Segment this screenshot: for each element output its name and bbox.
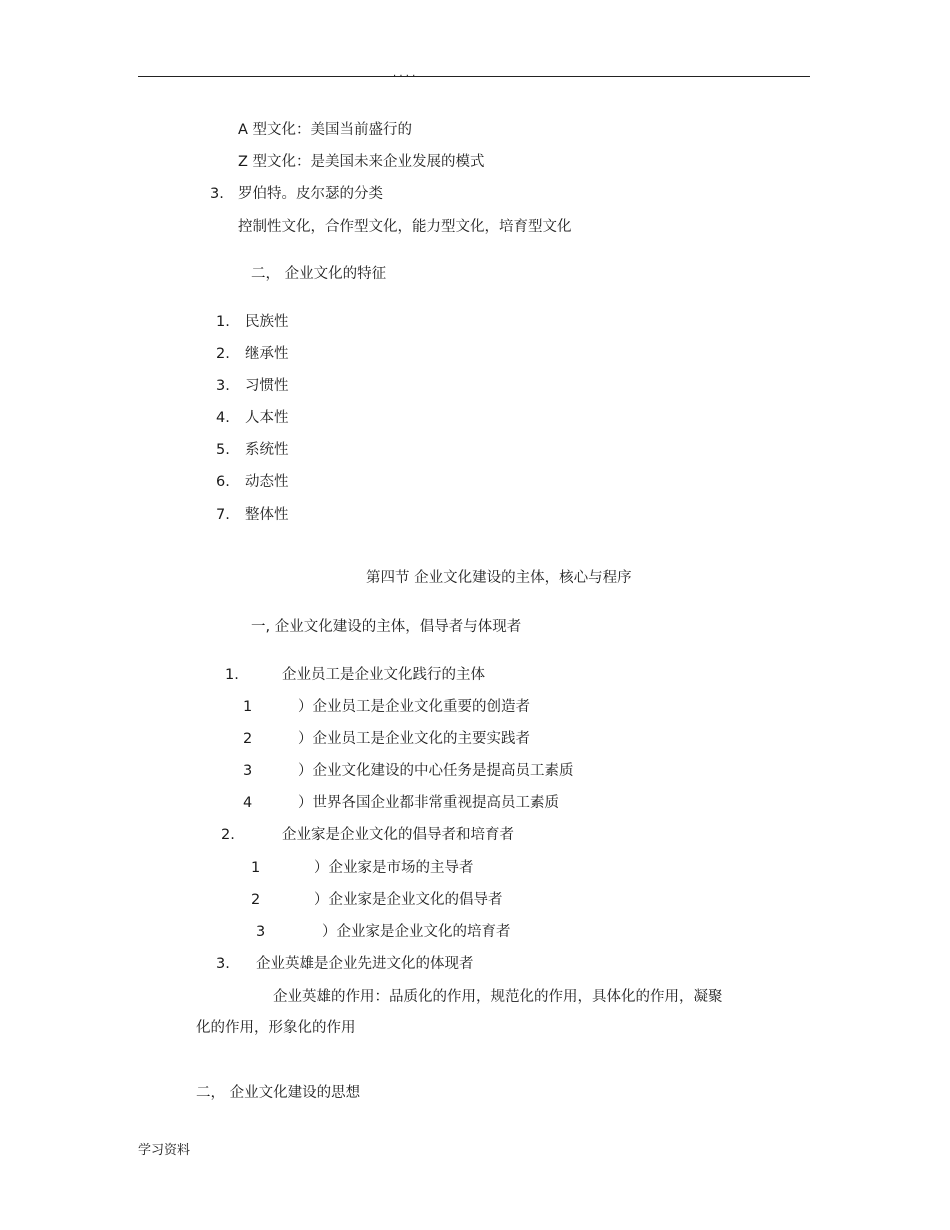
z-type-line: Z 型文化：是美国未来企业发展的模式: [238, 154, 485, 170]
header-dots: . . . .: [393, 68, 416, 79]
point2-text: 企业家是企业文化的倡导者和培育者: [282, 827, 514, 843]
subitem-number: 3: [243, 763, 253, 779]
point1-number: 1.: [225, 667, 239, 683]
feature-text: 继承性: [245, 346, 289, 362]
point3-number: 3.: [216, 956, 230, 972]
item3-text: 罗伯特。皮尔瑟的分类: [238, 186, 383, 202]
point1-text: 企业员工是企业文化践行的主体: [282, 667, 485, 683]
feature-text: 动态性: [245, 474, 289, 490]
feature-text: 人本性: [245, 410, 289, 426]
hero-paragraph-line2: 化的作用，形象化的作用: [196, 1020, 356, 1036]
subitem-text: ）世界各国企业都非常重视提高员工素质: [298, 795, 559, 811]
item3-number: 3.: [210, 186, 224, 202]
subitem-text: ）企业员工是企业文化的主要实践者: [298, 731, 530, 747]
feature-number: 1.: [216, 314, 230, 330]
feature-number: 6.: [216, 474, 230, 490]
chapter-title: 第四节 企业文化建设的主体，核心与程序: [366, 570, 632, 586]
subitem-text: ）企业家是企业文化的培育者: [322, 924, 511, 940]
feature-text: 习惯性: [245, 378, 289, 394]
subitem-number: 3: [256, 924, 266, 940]
feature-text: 系统性: [245, 442, 289, 458]
a-type-line: A 型文化：美国当前盛行的: [238, 122, 413, 138]
section2-title: 二， 企业文化的特征: [251, 266, 387, 282]
subitem-number: 2: [251, 892, 261, 908]
subitem-number: 1: [251, 860, 261, 876]
subitem-number: 2: [243, 731, 253, 747]
subsection2-title: 二， 企业文化建设的思想: [196, 1085, 361, 1101]
feature-text: 民族性: [245, 314, 289, 330]
feature-text: 整体性: [245, 507, 289, 523]
feature-number: 5.: [216, 442, 230, 458]
feature-number: 3.: [216, 378, 230, 394]
subsection1-title: 一, 企业文化建设的主体，倡导者与体现者: [251, 619, 522, 635]
subitem-text: ）企业文化建设的中心任务是提高员工素质: [298, 763, 574, 779]
footer-label: 学习资料: [138, 1143, 191, 1158]
header-rule: [138, 76, 810, 77]
subitem-text: ）企业家是企业文化的倡导者: [314, 892, 503, 908]
feature-number: 4.: [216, 410, 230, 426]
point2-number: 2.: [221, 827, 235, 843]
feature-number: 2.: [216, 346, 230, 362]
subitem-number: 4: [243, 795, 253, 811]
feature-number: 7.: [216, 507, 230, 523]
point3-text: 企业英雄是企业先进文化的体现者: [256, 956, 474, 972]
hero-paragraph-line1: 企业英雄的作用：品质化的作用，规范化的作用，具体化的作用，凝聚: [273, 989, 723, 1005]
subitem-text: ）企业员工是企业文化重要的创造者: [298, 699, 530, 715]
subitem-text: ）企业家是市场的主导者: [314, 860, 474, 876]
classification-line: 控制性文化，合作型文化，能力型文化，培育型文化: [238, 219, 572, 235]
subitem-number: 1: [243, 699, 253, 715]
